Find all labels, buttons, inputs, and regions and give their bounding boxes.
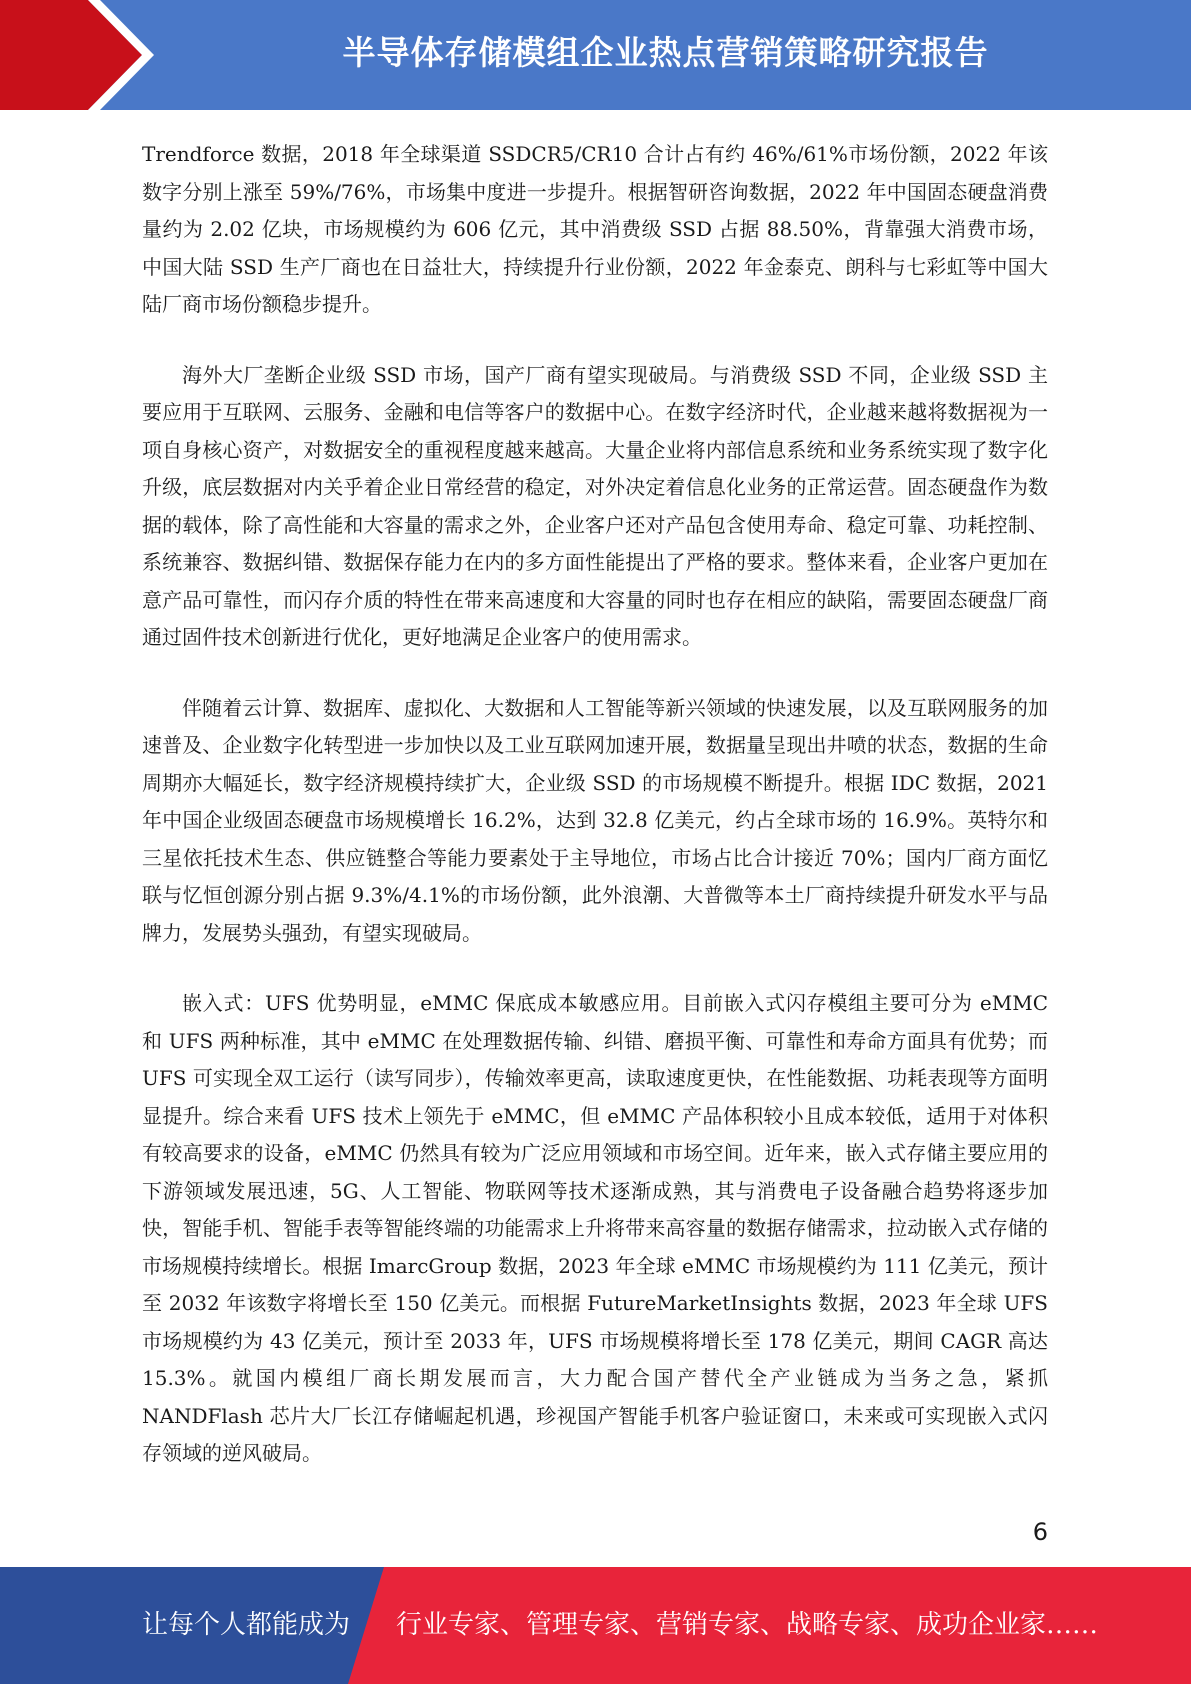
- header-banner: [0, 0, 1191, 110]
- footer-slogan-right: 行业专家、管理专家、营销专家、战略专家、成功企业家……: [396, 1610, 1099, 1640]
- paragraph-1: Trendforce 数据，2018 年全球渠道 SSDCR5/CR10 合计占有约 46%/61%市场份额，2022 年该数字分别上涨至 59%/76%，市场集中度进一步提升。根据智研咨询数据，2022 年中国固态硬盘消费量约为 2.02 亿块，市场规模约为 606 亿元，其中消费级 SSD 占据 88.50%，背靠强大消费市场，中国大陆 SSD 生产厂商也在日益壮大，持续提升行业份额，2022 年金泰克、朗科与七彩虹等中国大陆厂商市场份额稳步提升。: [142, 142, 1048, 316]
- paragraph-4: 嵌入式：UFS 优势明显，eMMC 保底成本敏感应用。目前嵌入式闪存模组主要可分为 eMMC 和 UFS 两种标准，其中 eMMC 在处理数据传输、纠错、磨损平衡、可靠性和寿命方面具有优势；而 UFS 可实现全双工运行（读写同步），传输效率更高，读取速度更快，在性能数据、功耗表现等方面明显提升。综合来看 UFS 技术上领先于 eMMC，但 eMMC 产品体积较小且成本较低，适用于对体积有较高要求的设备，eMMC 仍然具有较为广泛应用领域和市场空间。近年来，嵌入式存储主要应用的下游领域发展迅速，5G、人工智能、物联网等技术逐渐成熟，其与消费电子设备融合趋势将逐步加快，智能手机、智能手表等智能终端的功能需求上升将带来高容量的数据存储需求，拉动嵌入式存储的市场规模持续增长。根据 ImarcGroup 数据，2023 年全球 eMMC 市场规模约为 111 亿美元，预计至 2032 年该数字将增长至 150 亿美元。而根据 FutureMarketInsights 数据，2023 年全球 UFS 市场规模约为 43 亿美元，预计至 2033 年，UFS 市场规模将增长至 178 亿美元，期间 CAGR 高达 15.3%。就国内模组厂商长期发展而言，大力配合国产替代全产业链成为当务之急，紧抓 NANDFlash 芯片大厂长江存储崛起机遇，珍视国产智能手机客户验证窗口，未来或可实现嵌入式闪存领域的逆风破局。: [142, 991, 1048, 1465]
- paragraph-3: 伴随着云计算、数据库、虚拟化、大数据和人工智能等新兴领域的快速发展，以及互联网服务的加速普及、企业数字化转型进一步加快以及工业互联网加速开展，数据量呈现出井喷的状态，数据的生命周期亦大幅延长，数字经济规模持续扩大，企业级 SSD 的市场规模不断提升。根据 IDC 数据，2021 年中国企业级固态硬盘市场规模增长 16.2%，达到 32.8 亿美元，约占全球市场的 16.9%。英特尔和三星依托技术生态、供应链整合等能力要素处于主导地位，市场占比合计接近 70%；国内厂商方面忆联与忆恒创源分别占据 9.3%/4.1%的市场份额，此外浪潮、大普微等本土厂商持续提升研发水平与品牌力，发展势头强劲，有望实现破局。: [142, 695, 1048, 945]
- page-number: 6: [1032, 1518, 1048, 1546]
- paragraph-2: 海外大厂垄断企业级 SSD 市场，国产厂商有望实现破局。与消费级 SSD 不同，企业级 SSD 主要应用于互联网、云服务、金融和电信等客户的数据中心。在数字经济时代，企业越来越将数据视为一项自身核心资产，对数据安全的重视程度越来越高。大量企业将内部信息系统和业务系统实现了数字化升级，底层数据对内关乎着企业日常经营的稳定，对外决定着信息化业务的正常运营。固态硬盘作为数据的载体，除了高性能和大容量的需求之外，企业客户还对产品包含使用寿命、稳定可靠、功耗控制、系统兼容、数据纠错、数据保存能力在内的多方面性能提出了严格的要求。整体来看，企业客户更加在意产品可靠性，而闪存介质的特性在带来高速度和大容量的同时也存在相应的缺陷，需要固态硬盘厂商通过固件技术创新进行优化，更好地满足企业客户的使用需求。: [142, 362, 1048, 649]
- footer-slogan-left: 让每个人都能成为: [142, 1610, 351, 1640]
- page-title: 半导体存储模组企业热点营销策略研究报告: [342, 33, 989, 72]
- footer-banner: [0, 1567, 1191, 1684]
- document-body: [142, 136, 1048, 1506]
